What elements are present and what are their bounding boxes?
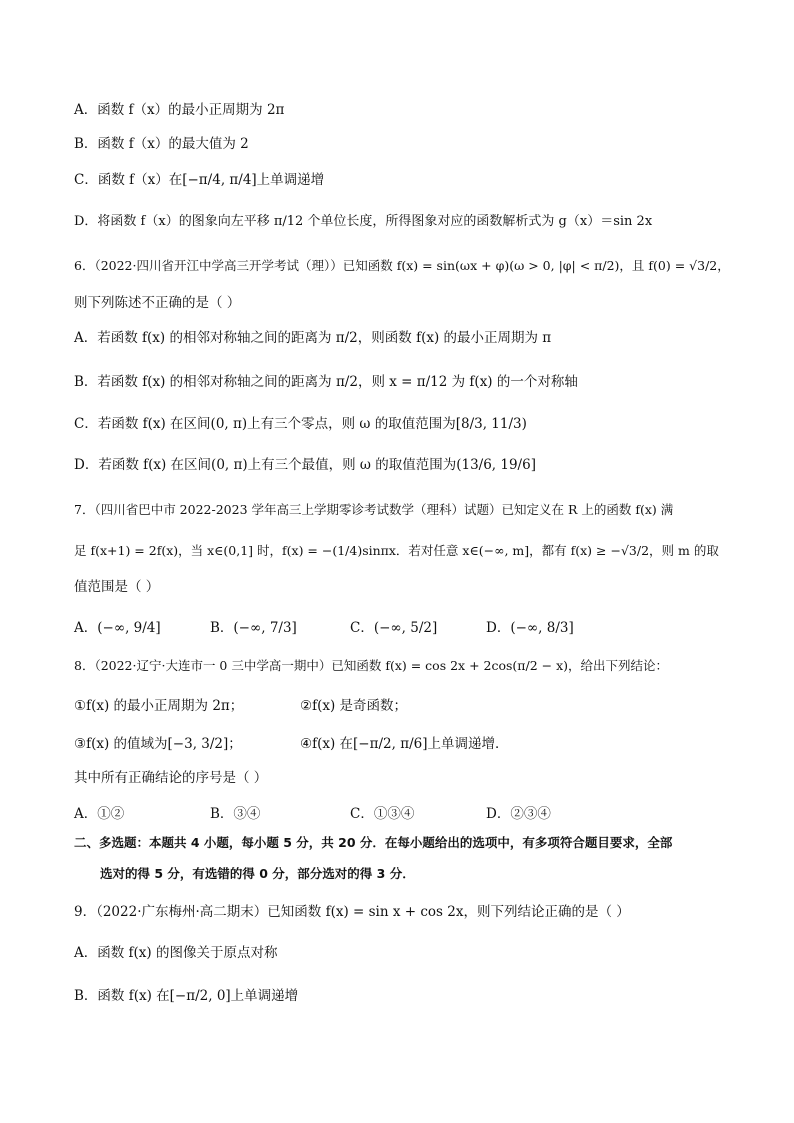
q6-option-a: A．若函数 f(x) 的相邻对称轴之间的距离为 π/2，则函数 f(x) 的最小正周期为 π (74, 330, 552, 346)
q8-stem: 8．（2022·辽宁·大连市一 0 三中学高一期中）已知函数 f(x) = cos 2x + 2cos(π/2 − x)，给出下列结论： (74, 658, 669, 673)
q5-option-b: B．函数 f（x）的最大值为 2 (74, 136, 249, 152)
q8-option-a: A．①② (74, 806, 125, 822)
q8-conclusion-1: ①f(x) 的最小正周期为 2π； (74, 698, 244, 714)
q6-option-b: B．若函数 f(x) 的相邻对称轴之间的距离为 π/2，则 x = π/12 为 f(x) 的一个对称轴 (74, 374, 578, 390)
q8-conclusion-2: ②f(x) 是奇函数； (300, 698, 408, 714)
q8-conclusion-4: ④f(x) 在[−π/2, π/6]上单调递增． (300, 736, 509, 752)
q5-option-d: D．将函数 f（x）的图象向左平移 π/12 个单位长度，所得图象对应的函数解析式为 g（x）＝sin 2x (74, 214, 653, 229)
q6-stem-line1: 6．（2022·四川省开江中学高三开学考试（理））已知函数 f(x) = sin(ωx + φ)(ω > 0, |φ| < π/2)，且 f(0) = √3/2， (74, 258, 730, 273)
q8-option-d: D．②③④ (486, 806, 551, 822)
q7-stem-line3: 值范围是（ ） (74, 579, 160, 595)
q9-option-a: A．函数 f(x) 的图像关于原点对称 (74, 945, 278, 961)
q7-option-a: A．(−∞, 9/4] (74, 620, 161, 636)
section2-heading-line2: 选对的得 5 分，有选错的得 0 分，部分选对的得 3 分． (100, 866, 415, 881)
q8-ask: 其中所有正确结论的序号是（ ） (74, 770, 268, 786)
q8-conclusions-row1 (74, 694, 734, 714)
q7-option-d: D．(−∞, 8/3] (486, 620, 574, 636)
q8-conclusion-3: ③f(x) 的值域为[−3, 3/2]； (74, 736, 242, 752)
q6-option-d: D．若函数 f(x) 在区间(0, π)上有三个最值，则 ω 的取值范围为(13/6, 19/6] (74, 457, 536, 473)
q6-option-c: C．若函数 f(x) 在区间(0, π)上有三个零点，则 ω 的取值范围为[8/3, 11/3) (74, 416, 527, 432)
q9-option-b: B．函数 f(x) 在[−π/2, 0]上单调递增 (74, 988, 299, 1004)
q5-option-a: A．函数 f（x）的最小正周期为 2π (74, 102, 285, 118)
q7-option-b: B．(−∞, 7/3] (210, 620, 297, 636)
q7-stem-line1: 7．（四川省巴中市 2022-2023 学年高三上学期零诊考试数学（理科）试题）已知定义在 R 上的函数 f(x) 满 (74, 502, 674, 517)
q8-option-c: C．①③④ (350, 806, 415, 822)
q8-option-b: B．③④ (210, 806, 261, 822)
q5-option-c: C．函数 f（x）在[−π/4, π/4]上单调递增 (74, 172, 325, 188)
q6-stem-line2: 则下列陈述不正确的是（ ） (74, 295, 241, 311)
section2-heading-line1: 二、多选题：本题共 4 小题，每小题 5 分，共 20 分．在每小题给出的选项中，有多项符合题目要求，全部 (74, 835, 673, 850)
q8-conclusions-row2 (74, 732, 734, 752)
q7-stem-line2: 足 f(x+1) = 2f(x)，当 x∈(0,1] 时，f(x) = −(1/4)sinπx．若对任意 x∈(−∞, m]，都有 f(x) ≥ −√3/2，则 m 的取 (74, 543, 719, 558)
q7-options (74, 616, 734, 636)
q8-options (74, 802, 734, 822)
q7-option-c: C．(−∞, 5/2] (350, 620, 438, 636)
q9-stem: 9．（2022·广东梅州·高二期末）已知函数 f(x) = sin x + cos 2x，则下列结论正确的是（ ） (74, 904, 630, 920)
